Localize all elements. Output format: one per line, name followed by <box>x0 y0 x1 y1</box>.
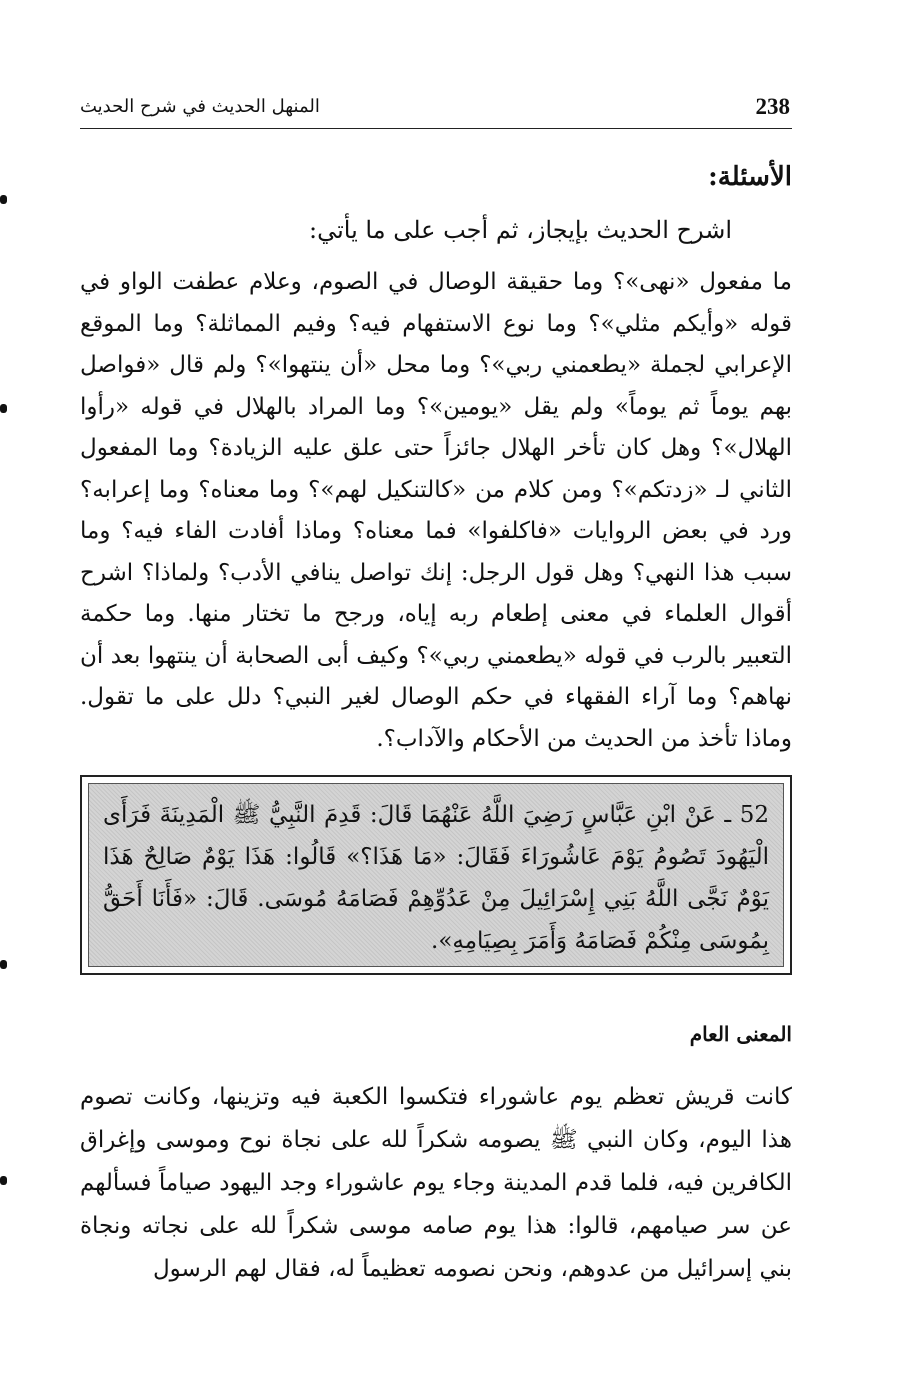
running-title: المنهل الحديث في شرح الحديث <box>80 96 320 117</box>
scan-margin-mark <box>0 960 7 969</box>
scan-margin-mark <box>0 404 7 413</box>
general-meaning-heading: المعنى العام <box>689 1022 792 1046</box>
hadith-box <box>80 775 792 975</box>
scan-margin-mark <box>0 195 7 204</box>
general-meaning-paragraph: كانت قريش تعظم يوم عاشوراء فتكسوا الكعبة فيه وتزينها، وكانت تصوم هذا اليوم، وكان النبي ﷺ يصومه شكراً لله على نجاة نوح وموسى وإغراق الكافرين فيه، فلما قدم المدينة وجاء يوم عاشوراء وجد اليهود صياماً فسألهم عن سر صيامهم، قالوا: هذا يوم صامه موسى شكراً لله على نجاته ونجاة بني إسرائيل من عدوهم، ونحن نصومه تعظيماً له، فقال لهم الرسول <box>80 1084 792 1282</box>
questions-heading: الأسئلة: <box>708 162 792 192</box>
page-number: 238 <box>755 94 790 119</box>
hadith-text: 52 ـ عَنْ ابْنِ عَبَّاسٍ رَضِيَ اللَّهُ عَنْهُمَا قَالَ: قَدِمَ النَّبِيُّ ﷺ الْمَدِينَةَ فَرَأَى الْيَهُودَ تَصُومُ يَوْمَ عَاشُورَاءَ فَقَالَ: «مَا هَذَا؟» قَالُوا: هَذَا يَوْمٌ صَالِحٌ هَذَا يَوْمٌ نَجَّى اللَّهُ بَنِي إِسْرَائِيلَ مِنْ عَدُوِّهِمْ فَصَامَهُ مُوسَى. قَالَ: «فَأَنَا أَحَقُّ بِمُوسَى مِنْكُمْ فَصَامَهُ وَأَمَرَ بِصِيَامِهِ». <box>103 802 769 954</box>
questions-intro: اشرح الحديث بإيجاز، ثم أجب على ما يأتي: <box>309 216 732 244</box>
scan-margin-mark <box>0 1176 7 1185</box>
questions-paragraph: ما مفعول «نهى»؟ وما حقيقة الوصال في الصوم، وعلام عطفت الواو في قوله «وأيكم مثلي»؟ وما نوع الاستفهام فيه؟ وفيم المماثلة؟ وما الموقع الإعرابي لجملة «يطعمني ربي»؟ وما محل «أن ينتهوا»؟ ولم قال «فواصل بهم يوماً ثم يوماً» ولم يقل «يومين»؟ وما المراد بالهلال في قوله «رأوا الهلال»؟ وهل كان تأخر الهلال جائزاً حتى علق عليه الزيادة؟ وما المفعول الثاني لـ «زدتكم»؟ ومن كلام من «كالتنكيل لهم»؟ وما معناه؟ وما إعرابه؟ ورد في بعض الروايات «فاكلفوا» فما معناه؟ وماذا أفادت الفاء فيه؟ وما سبب هذا النهي؟ وهل قول الرجل: إنك تواصل ينافي الأدب؟ ولماذا؟ اشرح أقوال العلماء في معنى إطعام ربه إياه، ورجح ما تختار منها. وما حكمة التعبير بالرب في قوله «يطعمني ربي»؟ وكيف أبى الصحابة أن ينتهوا بعد أن نهاهم؟ وما آراء الفقهاء في حكم الوصال لغير النبي؟ دلل على ما تقول. وماذا تأخذ من الحديث من الأحكام والآداب؟. <box>80 269 792 752</box>
hadith-shaded-panel <box>88 783 784 967</box>
page-header <box>80 92 792 129</box>
